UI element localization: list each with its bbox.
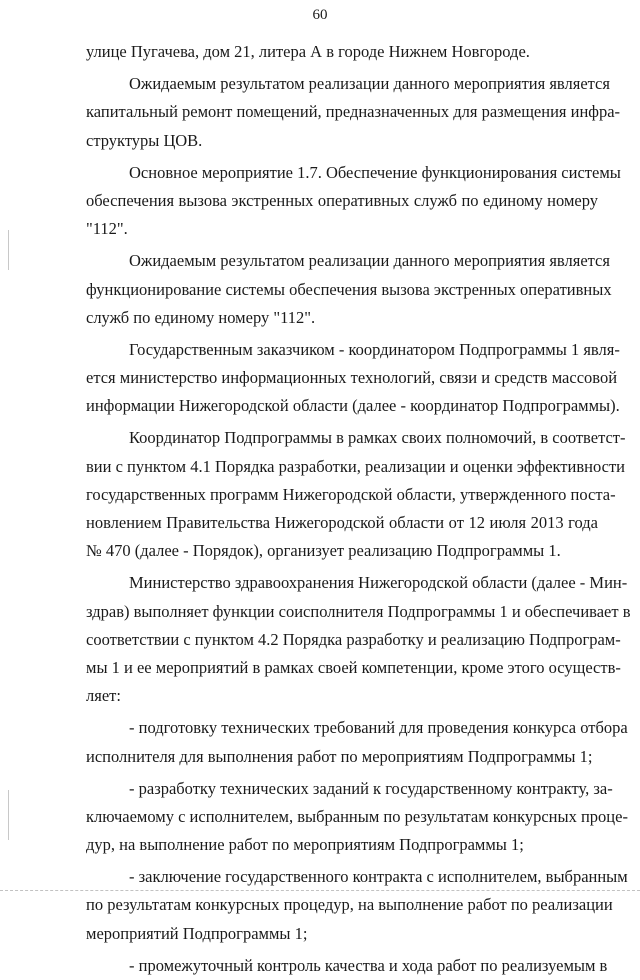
paragraph (86, 247, 612, 332)
paragraph (86, 714, 628, 770)
text-line: структуры ЦОВ. (86, 130, 203, 150)
text-line: Координатор Подпрограммы в рамках своих полномочий, в соответст- (129, 428, 626, 448)
scan-margin-mark (8, 790, 9, 840)
text-line: ется министерство информационных технологий, связи и средств массовой (86, 368, 618, 388)
paragraph (86, 70, 621, 155)
text-line: Ожидаемым результатом реализации данного мероприятия является (129, 74, 610, 94)
page-number: 60 (312, 7, 328, 23)
text-line: соответствии с пунктом 4.2 Порядка разработку и реализацию Подпрограм- (86, 629, 621, 649)
text-line: функционирование системы обеспечения вызова экстренных оперативных (86, 279, 612, 299)
text-line: Основное мероприятие 1.7. Обеспечение функционирования системы (129, 162, 621, 182)
text-line: "112". (86, 219, 128, 239)
text-line: ключаемому с исполнителем, выбранным по результатам конкурсных проце- (86, 806, 628, 826)
paragraph (86, 952, 608, 980)
text-line: информации Нижегородской области (далее - координатор Подпрограммы). (86, 396, 620, 416)
text-line: мы 1 и ее мероприятий в рамках своей компетенции, кроме этого осуществ- (86, 657, 621, 677)
text-line: Министерство здравоохранения Нижегородской области (далее - Мин- (129, 573, 628, 593)
text-line: вии с пунктом 4.1 Порядка разработки, реализации и оценки эффективности (86, 456, 625, 476)
scan-margin-mark (8, 230, 9, 270)
text-line: новлением Правительства Нижегородской области от 12 июля 2013 года (86, 513, 598, 532)
text-line: Ожидаемым результатом реализации данного мероприятия является (129, 251, 610, 271)
text-line: улице Пугачева, дом 21, литера А в городе Нижнем Новгороде. (86, 42, 530, 61)
paragraph (86, 569, 631, 710)
paragraph (86, 424, 626, 565)
text-line: государственных программ Нижегородской области, утвержденного поста- (86, 484, 616, 504)
text-line: ляет: (86, 686, 121, 706)
text-line: - промежуточный контроль качества и хода работ по реализуемым в (129, 955, 608, 975)
document-body (86, 38, 631, 980)
text-line: по результатам конкурсных процедур, на выполнение работ по реализации (86, 895, 613, 915)
text-line: - заключение государственного контракта с исполнителем, выбранным (129, 867, 628, 887)
text-line: мероприятий Подпрограммы 1; (86, 923, 308, 943)
paragraph (86, 336, 620, 421)
text-line: служб по единому номеру "112". (86, 307, 316, 327)
text-line: здрав) выполняет функции соисполнителя Подпрограммы 1 и обеспечивает в (86, 601, 631, 621)
text-line: капитальный ремонт помещений, предназначенных для размещения инфра- (86, 102, 621, 122)
text-line: - подготовку технических требований для проведения конкурса отбора (129, 718, 628, 738)
paragraph (86, 775, 628, 860)
text-line: № 470 (далее - Порядок), организует реализацию Подпрограммы 1. (86, 541, 561, 561)
paragraph (86, 863, 628, 948)
text-line: - разработку технических заданий к государственному контракту, за- (129, 778, 613, 798)
text-line: обеспечения вызова экстренных оперативных служб по единому номеру (86, 190, 598, 210)
text-line: исполнителя для выполнения работ по мероприятиям Подпрограммы 1; (86, 746, 593, 766)
text-line: дур, на выполнение работ по мероприятиям Подпрограммы 1; (86, 835, 524, 855)
paragraph (86, 38, 598, 66)
scan-bottom-edge (0, 890, 640, 895)
text-line: Государственным заказчиком - координатором Подпрограммы 1 явля- (129, 339, 620, 359)
paragraph (86, 159, 621, 244)
